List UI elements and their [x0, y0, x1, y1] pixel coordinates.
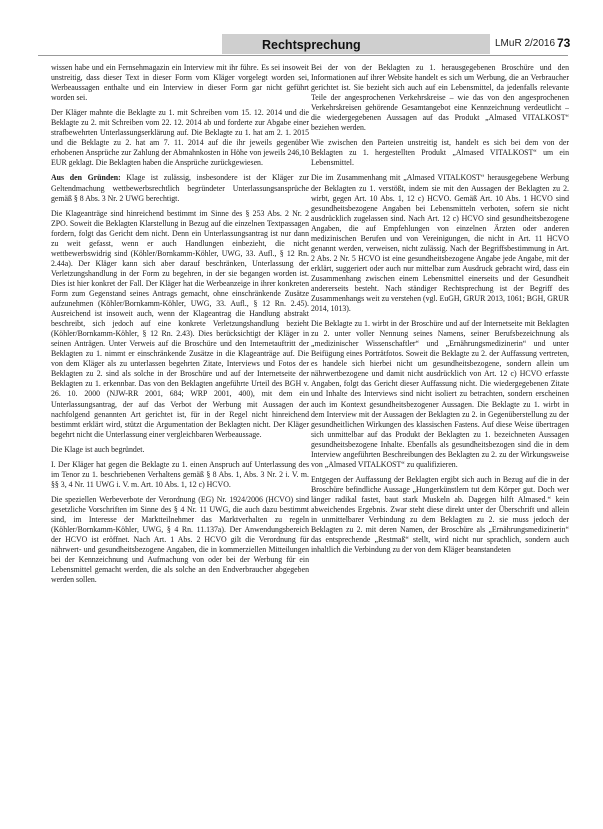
paragraph	[51, 460, 309, 490]
paragraph-text: Die Beklagte zu 1. wirbt in der Broschüre und auf der Internetseite mit Beklagten zu 2. unter voller Nennung seines Namens, seiner Berufsbezeichnung als „medizinischer Wissenschaftler“ und „Ernährungsmedizinerin“ und unter Beifügung eines Porträtfotos. Soweit die Beklagte zu 2. der Auffassung vertreten, es handele sich hierbei nicht um gesundheitsbezogene, sondern allein um nährwertbezogene und damit nicht ausdrücklich von Art. 12 c) HCVO erfasste Angaben, folgt das Gericht dieser Auffassung nicht. Die wiedergegebenen Zitate und Inhalte des Interviews sind nicht isoliert zu betrachten, sondern erscheinen auch im Kontext gesundheitsbezogener Aussagen. Die Beklagte zu 1. wirbt in dem Interview mit der Aussagen der Beklagten zu 2. in Gegenüberstellung zu der gesundheitlichen Wirkungen des klassischen Fastens. Auf diese Weise übertragen sich unmittelbar auf das Produkt der Beklagten zu 1. bezeichneten Aussagen gesundheitsbezogene Inhalte. Ebenfalls als gesundheitsbezogen sind die in dem Interview angeführten Beschreibungen des Beklagten zu 2. zu der Wirkungsweise von „Almased VITALKOST“ zu qualifizieren.	[311, 319, 569, 469]
paragraph-text: wissen habe und ein Fernsehmagazin ein Interview mit ihr führe. Es sei insoweit unstreitig, dass dieser Text in dieser Form vom Kläger vorgelegt worden sei, Werbeaussagen enthalte und ein Interview in dieser Form gar nicht geführt worden sei.	[51, 63, 309, 103]
paragraph-text: Die im Zusammenhang mit „Almased VITALKOST“ herausgegebene Werbung der Beklagten zu 1. verstößt, indem sie mit den Aussagen der Beklagten zu 2. wirbt, gegen Art. 10 Abs. 1, 12 c) HCVO. Gemäß Art. 10 Abs. 1 HCVO sind gesundheitsbezogene Angaben bei Lebensmitteln verboten, sofern sie nicht ausdrücklich zugelassen sind. Nach Art. 12 c) HCVO sind gesundheitsbezogene Angaben, die auf Empfehlungen von einzelnen Ärzten oder anderen medizinischen Berufen und von Vereinigungen, die nicht in Art. 11 HCVO genannt werden, verweisen, nicht zulässig. Nach der Begriffsbestimmung in Art. 2 Abs. 2 Nr. 5 HCVO ist eine gesundheitsbezogene Angabe jede Angabe, mit der erklärt, suggeriert oder auch nur mittelbar zum Ausdruck gebracht wird, dass ein Zusammenhang zwischen einem Lebensmittel einerseits und der Gesundheit andererseits besteht. Nach ständiger Rechtsprechung ist der Begriff des Zusammenhangs weit zu verstehen (vgl. EuGH, GRUR 2013, 1061; BGH, GRUR 2014, 1013).	[311, 173, 569, 314]
paragraph-text: I. Der Kläger hat gegen die Beklagte zu 1. einen Anspruch auf Unterlassung des im Tenor zu 1. beschriebenen Verhaltens gemäß § 8 Abs. 1, Abs. 3 Nr. 2 i. V. m. §§ 3, 4 Nr. 11 UWG i. V. m. Art. 10 Abs. 1, 12 c) HCVO.	[51, 459, 309, 489]
section-heading: Aus den Gründen:	[51, 173, 121, 183]
paragraph-text: Die speziellen Werbeverbote der Verordnung (EG) Nr. 1924/2006 (HCVO) sind gesetzliche Vorschriften im Sinne des § 4 Nr. 11 UWG, die auch dazu bestimmt sind, im Interesse der Marktteilnehmer das Marktverhalten zu regeln (Köhler/Bornkamm-Köhler, UWG, § 4 Rn. 11.137a). Der Anwendungsbereich der HCVO ist eröffnet. Nach Art. 1 Abs. 2 HCVO gilt die Verordnung für nährwert- und gesundheitsbezogene Angaben, die in kommerziellen Mitteilungen bei der Kennzeichnung und Aufmachung von oder bei der Werbung für ein Lebensmittel gemacht werden, die als solche an den Endverbraucher abgegeben werden sollen.	[51, 494, 309, 585]
paragraph	[311, 319, 569, 470]
paragraph	[311, 138, 569, 168]
right-column	[311, 63, 569, 823]
paragraph	[311, 173, 569, 314]
journal-reference: LMuR 2/2016	[495, 38, 556, 49]
page-number: 73	[557, 36, 571, 50]
paragraph-text: Entgegen der Auffassung der Beklagten ergibt sich auch in Bezug auf die in der Broschüre befindliche Aussage „Hungerkünstlern tut dem Körper gut. Doch wer länger radikal fastet, baut stark Muskeln ab. Dagegen hilft Almased.“ kein abweichendes Ergebnis. Zwar steht diese direkt unter der Überschrift und allein in unmittelbarer Verbindung zu dem Beklagten zu 2. sie muss jedoch der Beklagten zu 2. mit deren Namen, der Broschüre als „Ernährungsmedizinerin“ das entsprechende „Restmaß“ stellt, wird nicht nur sprachlich, sondern auch inhaltlich die Verbindung zu der von dem Kläger beanstandeten	[311, 474, 569, 555]
section-title: Rechtsprechung	[262, 38, 361, 52]
header-divider	[38, 55, 568, 56]
paragraph-text: Die Klageanträge sind hinreichend bestimmt im Sinne des § 253 Abs. 2 Nr. 2 ZPO. Soweit die Beklagten Klarstellung in Bezug auf die einzelnen Textpassagen fordern, folgt das Gericht dem nicht. Denn ein Unterlassungsantrag ist nur dann zu weit gefasst, wenn er auch Handlungen einbezieht, die nicht wettbewerbswidrig sind (Köhler/Bornkamm-Köhler, UWG, 33. Aufl., § 12 Rn. 2.44a). Der Kläger kann sich aber darauf beschränken, Unterlassung der Verletzungshandlung in der Form zu begehren, in der sie begangen worden ist. Dies ist hier konkret der Fall. Der Kläger hat die Werbeanzeige in ihrer konkreten Form zum Gegenstand seines Antrags gemacht, ohne einschränkende Zusätze aufzunehmen (Köhler/Bornkamm-Köhler, UWG, 33. Aufl., § 12 Rn. 2.45). Ausreichend ist insoweit auch, wenn der Klageantrag die Handlung abstrakt beschreibt, sich jedoch auf eine konkrete Verletzungshandlung bezieht (Köhler/Bornkamm-Köhler, § 12 Rn. 2.43). Dies berücksichtigt der Kläger in seinen Anträgen. Unter Verweis auf die Broschüre und den Internetauftritt der Beklagten zu 1. nimmt er einschränkende Zusätze in die Klageanträge auf. Die von dem Kläger als zu unterlassen begehrten Zitate, Interviews und Fotos der Beklagten zu 2. sind als solche in der Broschüre und auf der Internetseite der Beklagten zu 1. erkennbar. Das von den Beklagten angeführte Urteil des BGH v. 26. 10. 2000 (NJW-RR 2001, 684; WRP 2001, 400), mit dem ein Unterlassungsantrag, der auf das Verbot der Werbung mit Aussagen der nachfolgend genannten Art gerichtet ist, für in der Regel nicht hinreichend bestimmt erklärt wird, stützt die Argumentation der Beklagten nicht. Der Kläger begehrt nicht die Unterlassung einer vergleichbaren Werbeaussage.	[51, 208, 309, 439]
page-header	[0, 0, 603, 60]
paragraph-text: Der Kläger mahnte die Beklagte zu 1. mit Schreiben vom 15. 12. 2014 und die Beklagte zu 2. mit Schreiben vom 22. 12. 2014 ab und forderte zur Abgabe einer strafbewehrten Unterlassungserklärung auf. Die Beklagte zu 1. hat am 2. 1. 2015 und die Beklagte zu 2. hat am 7. 11. 2014 auf die ihr jeweils gegenüber erhobenen Ansprüche zur Zahlung der Abmahnkosten in Höhe von jeweils 246,10 EUR geklagt. Die Beklagten haben die Ansprüche zurückgewiesen.	[51, 108, 309, 168]
paragraph	[51, 173, 309, 203]
paragraph-text: Bei der von der Beklagten zu 1. herausgegebenen Broschüre und den Informationen auf ihrer Website handelt es sich um Werbung, die an Verbraucher gerichtet ist. Sie bezieht sich auch auf ein Lebensmittel, da jedenfalls relevante Teile der angesprochenen Verkehrskreise – wie das von den angesprochenen Verkehrskreisen gehörende Gesamtangebot eine Kennzeichnung verdeutlicht – die wiedergegebenen Aussagen auf das Produkt „Almased VITALKOST“ beziehen werden.	[311, 63, 569, 133]
paragraph	[51, 495, 309, 585]
paragraph	[311, 63, 569, 133]
paragraph	[51, 209, 309, 440]
paragraph-text: Wie zwischen den Parteien unstreitig ist, handelt es sich bei dem von der Beklagten zu 1. hergestellten Produkt „Almased VITALKOST“ um ein Lebensmittel.	[311, 138, 569, 168]
paragraph-text: Klage ist zulässig, insbesondere ist der Kläger zur Geltendmachung wettbewerbsrechtlich begründeter Unterlassungsansprüche gemäß § 8 Abs. 3 Nr. 2 UWG berechtigt.	[51, 173, 309, 203]
left-column	[51, 63, 309, 823]
paragraph	[51, 63, 309, 103]
paragraph	[311, 475, 569, 555]
paragraph	[51, 445, 309, 455]
paragraph-text: Die Klage ist auch begründet.	[51, 444, 145, 454]
paragraph	[51, 108, 309, 168]
